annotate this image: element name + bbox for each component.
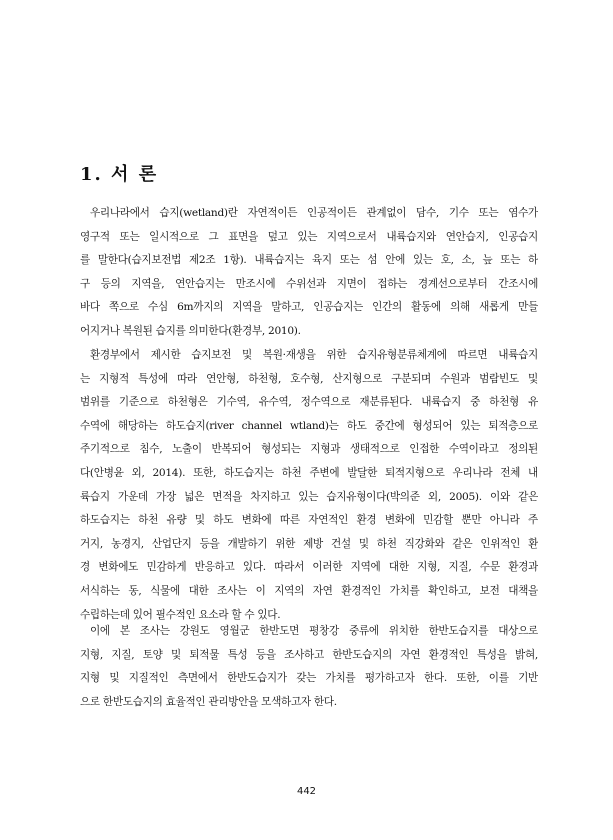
paragraph-line: 영구적 또는 일시적으로 그 표면을 덮고 있는 지역으로서 내륙습지와 연안습지, 인공습지 bbox=[80, 230, 538, 243]
paragraph-line: 를 말한다(습지보전법 제2조 1항). 내륙습지는 육지 또는 섬 안에 있는 호, 소, 늪 또는 하 bbox=[80, 254, 538, 267]
paragraph-1 bbox=[80, 202, 538, 344]
paragraph-line: 다(안병윤 외, 2014). 또한, 하도습지는 하천 주변에 발달한 퇴적지형으로 우리나라 전체 내 bbox=[80, 466, 538, 479]
paragraph-line: 륙습지 가운데 가장 넓은 면적을 차지하고 있는 습지유형이다(박의준 외, 2005). 이와 같은 bbox=[80, 490, 538, 503]
paragraph-line: 범위를 기준으로 하천형은 기수역, 유수역, 정수역으로 재분류된다. 내륙습지 중 하천형 유 bbox=[80, 396, 538, 409]
section-title: 1. 서 론 bbox=[80, 164, 159, 185]
paragraph-line: 주기적으로 침수, 노출이 반복되어 형성되는 지형과 생태적으로 인접한 수역이라고 정의된 bbox=[80, 443, 538, 456]
page-number: 442 bbox=[296, 786, 317, 797]
paragraph-line: 는 지형적 특성에 따라 연안형, 하천형, 호수형, 산지형으로 구분되며 수원과 범람빈도 및 bbox=[80, 372, 538, 385]
paragraph-line: 바다 쪽으로 수심 6m까지의 지역을 말하고, 인공습지는 인간의 활동에 의해 새롭게 만들 bbox=[80, 301, 538, 314]
paragraph-2 bbox=[80, 344, 538, 627]
paragraph-line: 지형, 지질, 토양 및 퇴적물 특성 등을 조사하고 한반도습지의 자연 환경적인 특성을 밝혀, bbox=[80, 648, 538, 661]
paragraph-line: 서식하는 동, 식물에 대한 조사는 이 지역의 자연 환경적인 가치를 확인하고, 보전 대책을 bbox=[80, 584, 538, 597]
paragraph-line: 수역에 해당하는 하도습지(river channel wtland)는 하도 중간에 형성되어 있는 퇴적층으로 bbox=[80, 419, 538, 432]
paragraph-line: 우리나라에서 습지(wetland)란 자연적이든 인공적이든 관계없이 담수, 기수 또는 염수가 bbox=[90, 207, 538, 219]
paragraph-line: 어지거나 복원된 습지를 의미한다(환경부, 2010). bbox=[80, 324, 301, 337]
paragraph-line: 이에 본 조사는 강원도 영월군 한반도면 평창강 중류에 위치한 한반도습지를 대상으로 bbox=[90, 625, 538, 637]
paragraph-line: 하도습지는 하천 유량 및 하도 변화에 따른 자연적인 환경 변화에 민감할 뿐만 아니라 주 bbox=[80, 514, 538, 527]
paragraph-line: 지형 및 지질적인 측면에서 한반도습지가 갖는 가치를 평가하고자 한다. 또한, 이를 기반 bbox=[80, 672, 538, 685]
paragraph-line: 환경부에서 제시한 습지보전 및 복원·재생을 위한 습지유형분류체계에 따르면 내륙습지 bbox=[90, 349, 538, 361]
paragraph-3 bbox=[80, 620, 538, 714]
paragraph-line: 구 등의 지역을, 연안습지는 만조시에 수위선과 지면이 접하는 경계선으로부터 간조시에 bbox=[80, 277, 538, 290]
paragraph-line: 으로 한반도습지의 효율적인 관리방안을 모색하고자 한다. bbox=[80, 695, 337, 708]
paragraph-line: 거지, 농경지, 산업단지 등을 개발하기 위한 제방 건설 및 하천 직강화와 같은 인위적인 환 bbox=[80, 537, 538, 550]
paragraph-line: 경 변화에도 민감하게 반응하고 있다. 따라서 이러한 지역에 대한 지형, 지질, 수문 환경과 bbox=[80, 561, 538, 574]
paragraph-line: 수립하는데 있어 필수적인 요소라 할 수 있다. bbox=[80, 608, 281, 621]
